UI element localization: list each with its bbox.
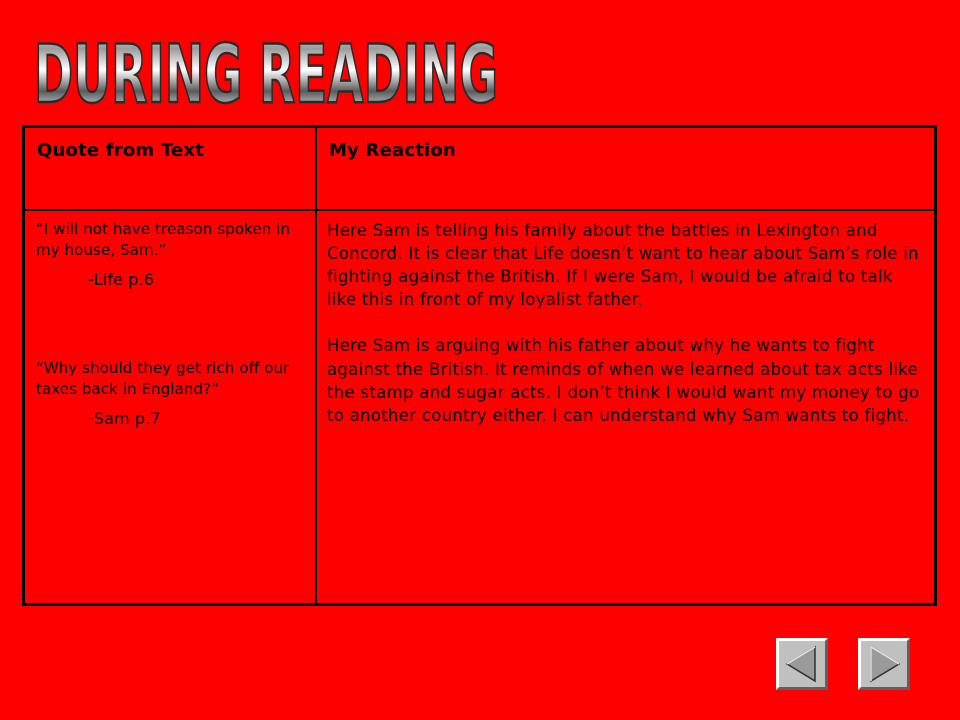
quote-speaker: -Sam p.7	[88, 408, 161, 428]
reaction-cell	[316, 210, 936, 605]
next-slide-button[interactable]	[858, 638, 910, 690]
triangle-left-icon	[779, 641, 825, 687]
table-header-row	[24, 127, 936, 210]
reading-notes-table	[22, 125, 937, 606]
quote-speaker: -Life p.6	[88, 269, 155, 289]
spacer	[36, 290, 305, 358]
quote-cell	[24, 210, 317, 605]
reaction-text: Here Sam is telling his family about the battles in Lexington and Concord. It is clear that Life doesn’t want to hear about Sam’s role in fighting against the British. If I were Sam, I would be afraid to talk like this in front of my loyalist father.	[327, 220, 919, 310]
quote-text: “I will not have treason spoken in my house, Sam.”	[36, 219, 291, 259]
reaction-text: Here Sam is arguing with his father about why he wants to fight against the British. It reminds of when we learned about tax acts like the stamp and sugar acts. I don’t think I would want my money to go to another country either. I can understand why Sam wants to fight.	[327, 336, 920, 425]
table-row	[24, 210, 936, 605]
previous-slide-button[interactable]	[776, 638, 828, 690]
quote-column-header: Quote from Text	[24, 127, 317, 210]
slide-title	[26, 18, 506, 121]
reaction-column-header: My Reaction	[316, 127, 936, 210]
triangle-right-icon	[861, 641, 907, 687]
slide-title-text: DURING READING	[34, 28, 498, 121]
quote-text: “Why should they get rich off our taxes back in England?”	[36, 358, 290, 398]
